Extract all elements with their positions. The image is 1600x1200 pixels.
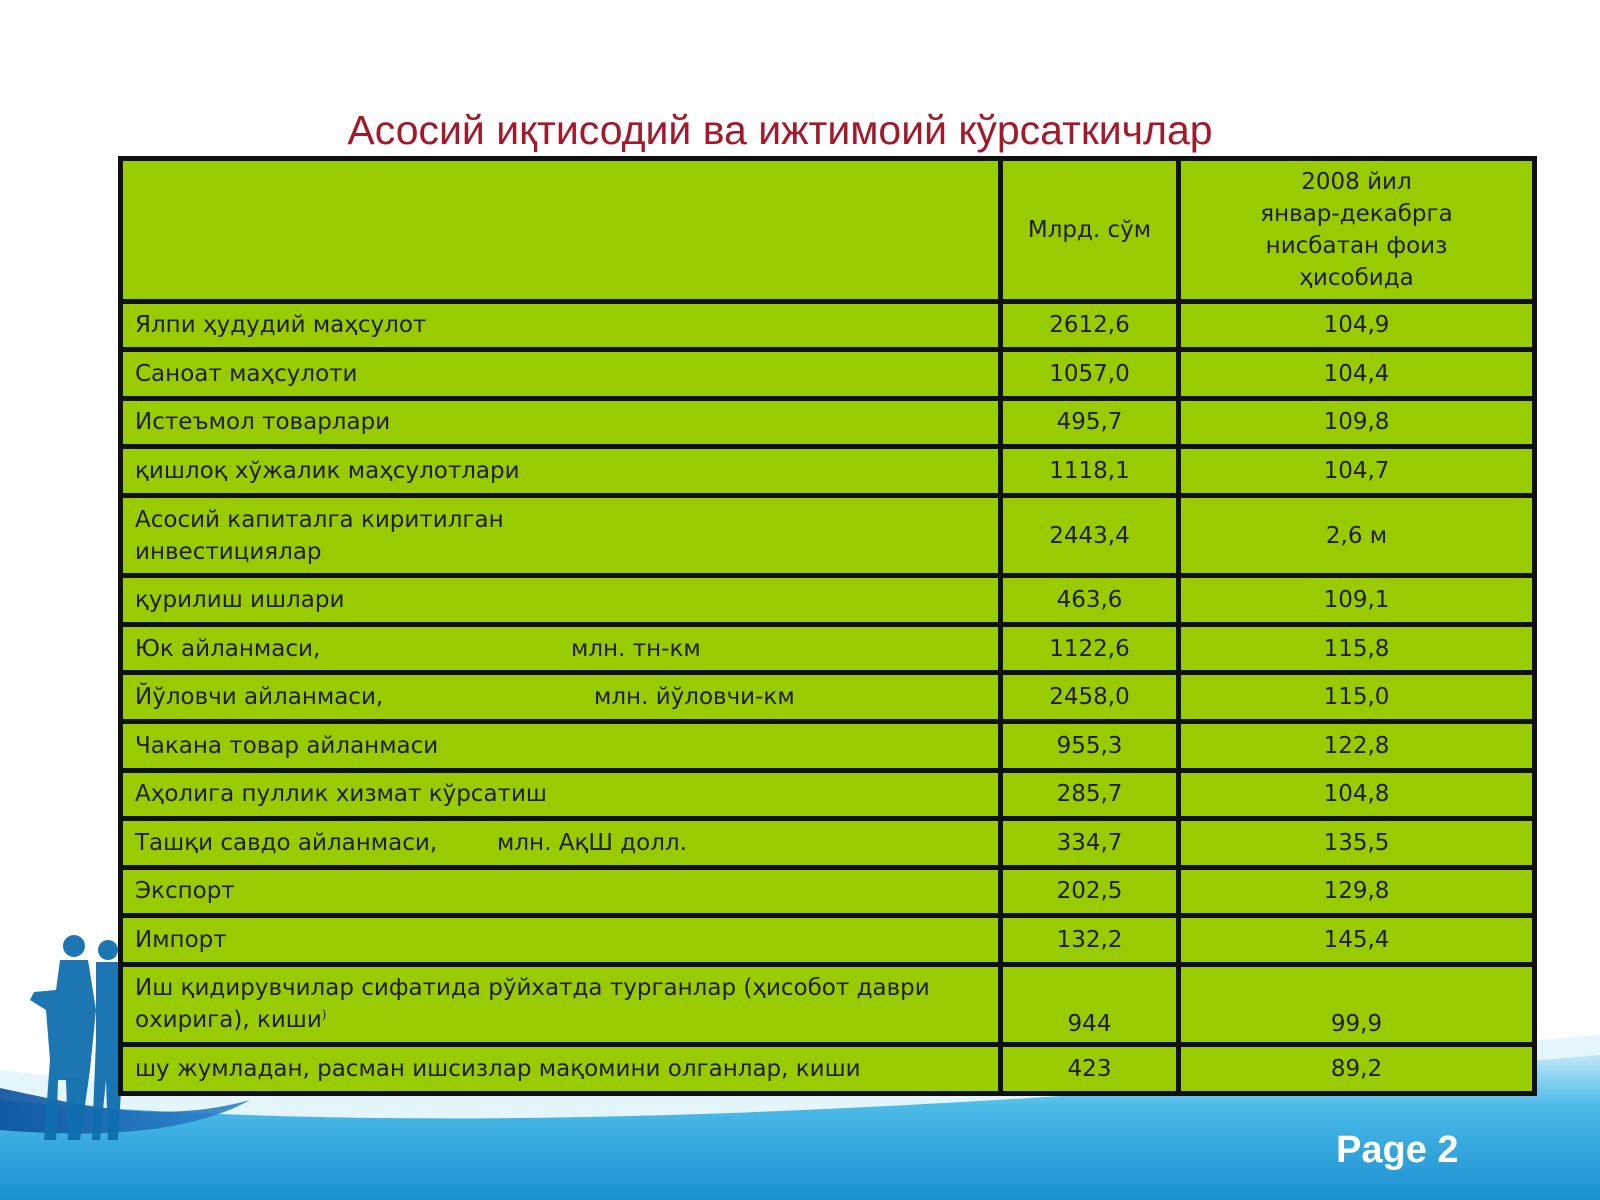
slide-title: Асосий иқтисодий ва ижтимоий кўрсаткичлар <box>347 107 1213 153</box>
row-value: 495,7 <box>1001 398 1179 447</box>
row-unit-note: млн. тн-км <box>571 635 701 662</box>
row-label: Аҳолига пуллик хизмат кўрсатиш <box>121 770 1001 819</box>
row-percent: 115,0 <box>1179 673 1535 722</box>
table-row <box>121 301 1535 350</box>
header-label-cell <box>121 159 1001 302</box>
table-row <box>121 673 1535 722</box>
row-label <box>121 495 1001 576</box>
row-label <box>121 819 1001 868</box>
table-row <box>121 576 1535 625</box>
row-percent: 104,8 <box>1179 770 1535 819</box>
row-value: 944 <box>1001 964 1179 1045</box>
row-label-text: Юк айланмаси, <box>135 635 321 662</box>
row-percent: 109,8 <box>1179 398 1535 447</box>
table-row <box>121 624 1535 673</box>
header-unit-cell: Млрд. сўм <box>1001 159 1179 302</box>
table-row <box>121 916 1535 965</box>
row-label: Импорт <box>121 916 1001 965</box>
row-percent: 104,7 <box>1179 447 1535 496</box>
row-percent: 122,8 <box>1179 721 1535 770</box>
row-unit-note: млн. АқШ долл. <box>497 829 687 856</box>
header-percent-line: нисбатан фоиз <box>1265 232 1448 259</box>
row-value: 2443,4 <box>1001 495 1179 576</box>
row-percent: 2,6 м <box>1179 495 1535 576</box>
row-label: қурилиш ишлари <box>121 576 1001 625</box>
row-percent: 104,9 <box>1179 301 1535 350</box>
row-value: 132,2 <box>1001 916 1179 965</box>
row-value: 1118,1 <box>1001 447 1179 496</box>
table-row <box>121 964 1535 1045</box>
indicators-table <box>118 156 1537 1096</box>
row-percent: 109,1 <box>1179 576 1535 625</box>
row-value: 2612,6 <box>1001 301 1179 350</box>
row-value: 1122,6 <box>1001 624 1179 673</box>
row-value: 202,5 <box>1001 867 1179 916</box>
table-row <box>121 721 1535 770</box>
header-percent-line: 2008 йил <box>1301 168 1412 195</box>
table-row <box>121 1045 1535 1094</box>
footnote-mark: ) <box>321 1007 327 1022</box>
row-label: Чакана товар айланмаси <box>121 721 1001 770</box>
row-value: 463,6 <box>1001 576 1179 625</box>
row-label <box>121 624 1001 673</box>
table-header-row <box>121 159 1535 302</box>
row-percent: 129,8 <box>1179 867 1535 916</box>
table-row <box>121 350 1535 399</box>
row-value: 334,7 <box>1001 819 1179 868</box>
row-value: 285,7 <box>1001 770 1179 819</box>
row-percent: 99,9 <box>1179 964 1535 1045</box>
row-label-text: Йўловчи айланмаси, <box>135 684 384 711</box>
row-percent: 115,8 <box>1179 624 1535 673</box>
row-label <box>121 964 1001 1045</box>
row-value: 2458,0 <box>1001 673 1179 722</box>
row-label-line: Иш қидирувчилар сифатида рўйхатда турганлар (ҳисобот даври <box>135 975 930 1002</box>
table-row <box>121 495 1535 576</box>
row-label-line: охирига), киши <box>135 1007 322 1034</box>
table-row <box>121 447 1535 496</box>
row-label: шу жумладан, расман ишсизлар мақомини олганлар, киши <box>121 1045 1001 1094</box>
row-label: Саноат маҳсулоти <box>121 350 1001 399</box>
row-percent: 135,5 <box>1179 819 1535 868</box>
row-percent: 89,2 <box>1179 1045 1535 1094</box>
row-value: 1057,0 <box>1001 350 1179 399</box>
row-value: 955,3 <box>1001 721 1179 770</box>
header-percent-line: январ-декабрга <box>1260 200 1453 227</box>
row-unit-note: млн. йўловчи-км <box>594 684 795 711</box>
table-row <box>121 819 1535 868</box>
header-percent-line: ҳисобида <box>1299 264 1414 291</box>
table-row <box>121 398 1535 447</box>
table-row <box>121 770 1535 819</box>
page-number: Page 2 <box>1336 1129 1459 1171</box>
row-value: 423 <box>1001 1045 1179 1094</box>
row-percent: 104,4 <box>1179 350 1535 399</box>
table-row <box>121 867 1535 916</box>
row-label: Истеъмол товарлари <box>121 398 1001 447</box>
header-percent-cell <box>1179 159 1535 302</box>
row-label <box>121 673 1001 722</box>
row-label: қишлоқ хўжалик маҳсулотлари <box>121 447 1001 496</box>
row-label-line: инвестициялар <box>135 538 322 565</box>
row-label: Экспорт <box>121 867 1001 916</box>
row-label: Ялпи ҳудудий маҳсулот <box>121 301 1001 350</box>
row-percent: 145,4 <box>1179 916 1535 965</box>
row-label-line: Асосий капиталга киритилган <box>135 506 504 533</box>
row-label-text: Ташқи савдо айланмаси, <box>135 829 438 856</box>
